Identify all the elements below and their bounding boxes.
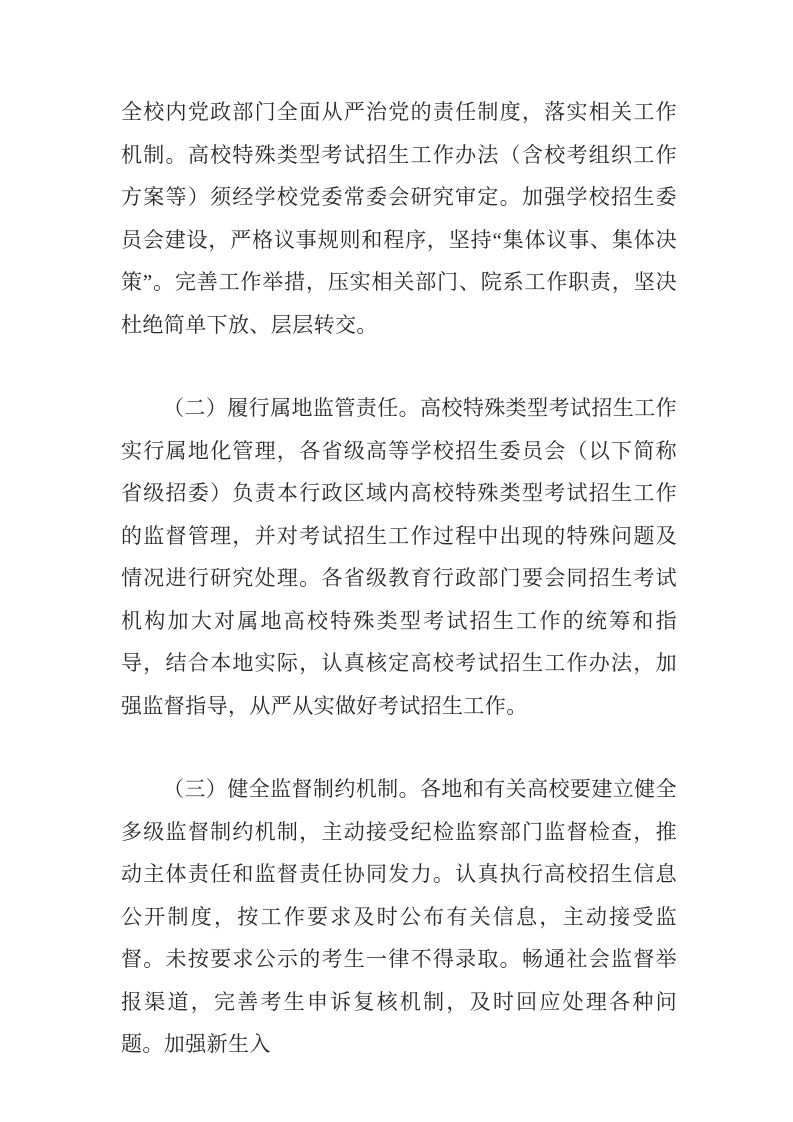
document-body [121,91,677,1066]
paragraph-continuation: 全校内党政部门全面从严治党的责任制度，落实相关工作机制。高校特殊类型考试招生工作办法（含校考组织工作方案等）须经学校党委常委会研究审定。加强学校招生委员会建设，严格议事规则和程序，坚持“集体议事、集体决策”。完善工作举措，压实相关部门、院系工作职责，坚决杜绝简单下放、层层转交。 [121,100,677,337]
paragraph-section-2: （二）履行属地监管责任。高校特殊类型考试招生工作实行属地化管理，各省级高等学校招生委员会（以下简称省级招委）负责本行政区域内高校特殊类型考试招生工作的监督管理，并对考试招生工作过程中出现的特殊问题及情况进行研究处理。各省级教育行政部门要会同招生考试机构加大对属地高校特殊类型考试招生工作的统筹和指导，结合本地实际，认真核定高校考试招生工作办法，加强监督指导，从严从实做好考试招生工作。 [121,396,677,718]
paragraph-section-3: （三）健全监督制约机制。各地和有关高校要建立健全多级监督制约机制，主动接受纪检监察部门监督检查，推动主体责任和监督责任协同发力。认真执行高校招生信息公开制度，按工作要求及时公布有关信息，主动接受监督。未按要求公示的考生一律不得录取。畅通社会监督举报渠道，完善考生申诉复核机制，及时回应处理各种问题。加强新生入 [121,777,677,1056]
